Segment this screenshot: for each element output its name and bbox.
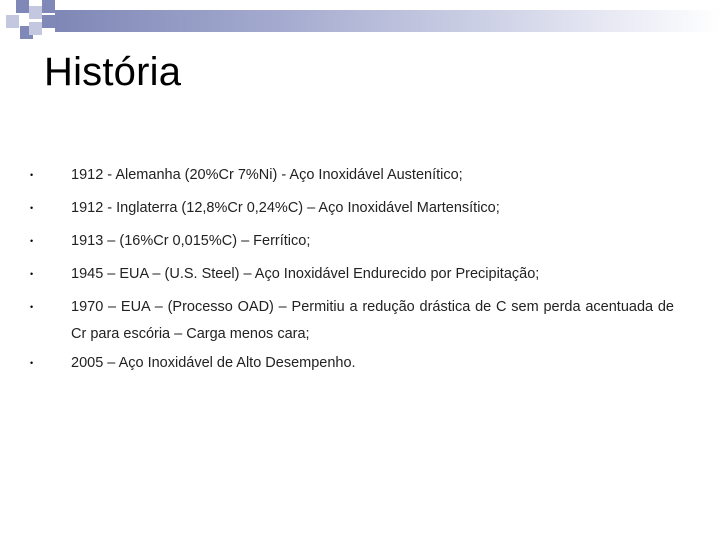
list-item [30, 162, 674, 189]
decor-square [29, 6, 42, 19]
list-item [30, 294, 674, 348]
header-gradient-band [55, 10, 720, 32]
decor-square [6, 15, 19, 28]
list-item-text: 1912 - Alemanha (20%Cr 7%Ni) - Aço Inoxidável Austenítico; [71, 167, 463, 183]
list-item [30, 228, 674, 255]
bullet-icon: • [30, 170, 34, 180]
bullet-icon: • [30, 203, 34, 213]
bullet-icon: • [30, 302, 34, 312]
bullet-list [30, 162, 674, 377]
list-item-text: 2005 – Aço Inoxidável de Alto Desempenho. [71, 355, 356, 371]
list-item-text: 1970 – EUA – (Processo OAD) – Permitiu a redução drástica de C sem perda acentuada de Cr para escória – Carga menos cara; [71, 299, 674, 342]
decor-square [42, 15, 55, 28]
list-item-text: 1913 – (16%Cr 0,015%C) – Ferrítico; [71, 233, 311, 249]
list-item [30, 261, 674, 288]
slide-title: História [44, 50, 182, 94]
bullet-icon: • [30, 358, 34, 368]
decor-square [29, 22, 42, 35]
list-item-text: 1912 - Inglaterra (12,8%Cr 0,24%C) – Aço Inoxidável Martensítico; [71, 200, 500, 216]
list-item-text: 1945 – EUA – (U.S. Steel) – Aço Inoxidável Endurecido por Precipitação; [71, 266, 540, 282]
bullet-icon: • [30, 236, 34, 246]
list-item [30, 195, 674, 222]
decor-square [16, 0, 29, 13]
decor-square [42, 0, 55, 13]
list-item [30, 350, 674, 377]
bullet-icon: • [30, 269, 34, 279]
